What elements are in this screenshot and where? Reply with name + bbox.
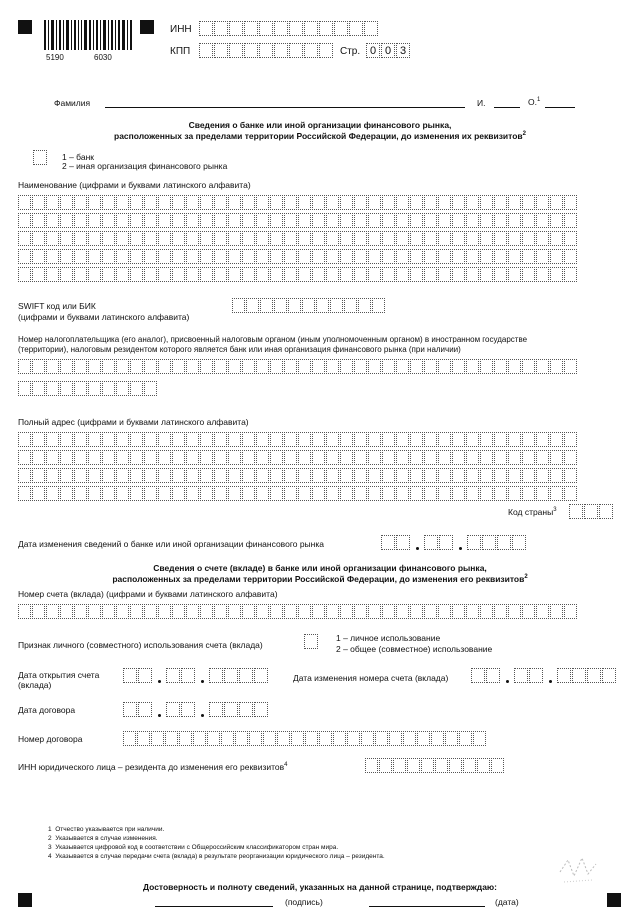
number-change-date-day[interactable] <box>471 668 501 683</box>
change-date-label: Дата изменения сведений о банке или иной организации финансового рынка <box>18 539 324 549</box>
account-number-cells[interactable] <box>18 604 578 619</box>
footnote-1: 1 Отчество указывается при наличии. <box>48 826 165 833</box>
contract-number-cells[interactable] <box>123 731 487 746</box>
page-label: Стр. <box>340 46 361 57</box>
page-digit-1: 0 <box>366 43 380 58</box>
contract-date-year[interactable] <box>209 702 269 717</box>
address-label: Полный адрес (цифрами и буквами латинского алфавита) <box>18 417 249 427</box>
footnote-2: 2 Указывается в случае изменения. <box>48 835 158 842</box>
account-section-title-line2 <box>70 574 570 585</box>
initial-i-label: И. <box>477 98 486 108</box>
address-cells-row[interactable] <box>18 468 578 483</box>
country-code-cells[interactable] <box>569 504 614 519</box>
faint-stamp-mark <box>556 852 600 886</box>
corner-marker-top-left <box>18 20 32 34</box>
page-digit-3: 3 <box>396 43 410 58</box>
footnote-ref-1: 1 <box>536 97 541 103</box>
number-change-date-year[interactable] <box>557 668 617 683</box>
foreign-tin-label-line2: (территории), налоговым резидентом которого является банк или иная организация финансового рынка (при наличии) <box>18 345 461 354</box>
contract-number-label: Номер договора <box>18 734 83 744</box>
initial-o-text: О. <box>528 96 537 107</box>
swift-label-line1: SWIFT код или БИК <box>18 301 96 311</box>
date-separator <box>549 680 552 683</box>
number-change-date-month[interactable] <box>514 668 544 683</box>
open-date-year[interactable] <box>209 668 269 683</box>
bank-section-title-line1: Сведения о банке или иной организации финансового рынка, <box>188 120 452 130</box>
foreign-tin-label-line1: Номер налогоплательщика (его аналог), присвоенный налоговым органом (иным уполномоченным органом) в иностранном государстве <box>18 335 528 344</box>
legal-inn-label <box>18 762 287 773</box>
surname-field[interactable] <box>105 107 465 108</box>
address-cells-row[interactable] <box>18 486 578 501</box>
bank-name-label: Наименование (цифрами и буквами латинского алфавита) <box>18 180 251 190</box>
usage-option-2: 2 – общее (совместное) использование <box>336 644 493 654</box>
footnote-ref-2b: 2 <box>524 574 528 580</box>
kpp-cells[interactable] <box>199 43 334 58</box>
date-separator <box>459 547 462 550</box>
footnote-ref-2a: 2 <box>522 131 526 137</box>
initial-o-field[interactable] <box>545 107 575 108</box>
date-separator <box>506 680 509 683</box>
signature-date-field[interactable] <box>369 906 485 907</box>
page-digit-2: 0 <box>381 43 395 58</box>
change-date-month[interactable] <box>424 535 454 550</box>
usage-cell[interactable] <box>304 634 319 649</box>
date-caption: (дата) <box>495 897 519 907</box>
surname-label: Фамилия <box>54 98 91 108</box>
swift-cells[interactable] <box>232 298 386 313</box>
date-separator <box>416 547 419 550</box>
account-section-title-line1: Сведения о счете (вкладе) в банке или иной организации финансового рынка, <box>153 563 487 573</box>
bank-name-cells-row[interactable] <box>18 267 578 282</box>
inn-label: ИНН <box>170 24 192 35</box>
footnote-4: 4 Указывается в случае передачи счета (вклада) в результате реорганизации юридического лица – резидента. <box>48 853 385 860</box>
barcode-number-right: 6030 <box>94 53 112 62</box>
bank-name-cells-row[interactable] <box>18 213 578 228</box>
initial-i-field[interactable] <box>494 107 520 108</box>
swift-label-line2: (цифрами и буквами латинского алфавита) <box>18 312 190 322</box>
footnote-ref-4: 4 <box>284 762 288 768</box>
change-date-day[interactable] <box>381 535 411 550</box>
bank-type-option-2: 2 – иная организация финансового рынка <box>62 161 228 171</box>
barcode-number-left: 5190 <box>46 53 64 62</box>
legal-inn-label-text: ИНН юридического лица – резидента до изменения его реквизитов <box>18 761 285 772</box>
contract-date-day[interactable] <box>123 702 153 717</box>
open-date-month[interactable] <box>166 668 196 683</box>
foreign-tin-cells-row1[interactable] <box>18 359 578 374</box>
account-section-title-line2-text: расположенных за пределами территории Российской Федерации, до изменения его реквизитов <box>112 573 525 584</box>
address-cells-row[interactable] <box>18 450 578 465</box>
country-code-label-text: Код страны <box>508 506 554 517</box>
bank-name-cells-row[interactable] <box>18 195 578 210</box>
usage-option-1: 1 – личное использование <box>336 633 441 643</box>
foreign-tin-cells-row2[interactable] <box>18 381 158 396</box>
contract-date-label: Дата договора <box>18 705 76 715</box>
change-date-year[interactable] <box>467 535 527 550</box>
footnote-ref-3: 3 <box>553 507 557 513</box>
open-date-label-line1: Дата открытия счета <box>18 670 100 680</box>
legal-inn-cells[interactable] <box>365 758 505 773</box>
footnote-3: 3 Указывается цифровой код в соответствии с Общероссийским классификатором стран мира. <box>48 844 339 851</box>
date-separator <box>158 714 161 717</box>
usage-label: Признак личного (совместного) использования счета (вклада) <box>18 640 263 650</box>
address-cells-row[interactable] <box>18 432 578 447</box>
corner-marker-top-right <box>140 20 154 34</box>
corner-marker-bottom-left <box>18 893 32 907</box>
bank-type-cell[interactable] <box>33 150 48 165</box>
corner-marker-bottom-right <box>607 893 621 907</box>
bank-section-title-line2-text: расположенных за пределами территории Российской Федерации, до изменения их реквизитов <box>114 130 523 141</box>
open-date-label-line2: (вклада) <box>18 680 52 690</box>
number-change-date-label: Дата изменения номера счета (вклада) <box>293 673 449 683</box>
signature-caption: (подпись) <box>285 897 323 907</box>
kpp-label: КПП <box>170 46 191 57</box>
contract-date-month[interactable] <box>166 702 196 717</box>
bank-name-cells-row[interactable] <box>18 231 578 246</box>
open-date-day[interactable] <box>123 668 153 683</box>
country-code-label <box>508 507 557 518</box>
account-number-label: Номер счета (вклада) (цифрами и буквами латинского алфавита) <box>18 589 278 599</box>
inn-cells[interactable] <box>199 21 379 36</box>
date-separator <box>201 714 204 717</box>
bank-name-cells-row[interactable] <box>18 249 578 264</box>
initial-o-label <box>528 97 540 108</box>
signature-field[interactable] <box>155 906 273 907</box>
barcode <box>44 20 134 50</box>
date-separator <box>158 680 161 683</box>
bank-type-option-1: 1 – банк <box>62 152 94 162</box>
date-separator <box>201 680 204 683</box>
signature-confirm-text: Достоверность и полноту сведений, указанных на данной странице, подтверждаю: <box>142 882 498 892</box>
page-number-cells <box>366 43 411 58</box>
bank-section-title-line2 <box>70 131 570 142</box>
